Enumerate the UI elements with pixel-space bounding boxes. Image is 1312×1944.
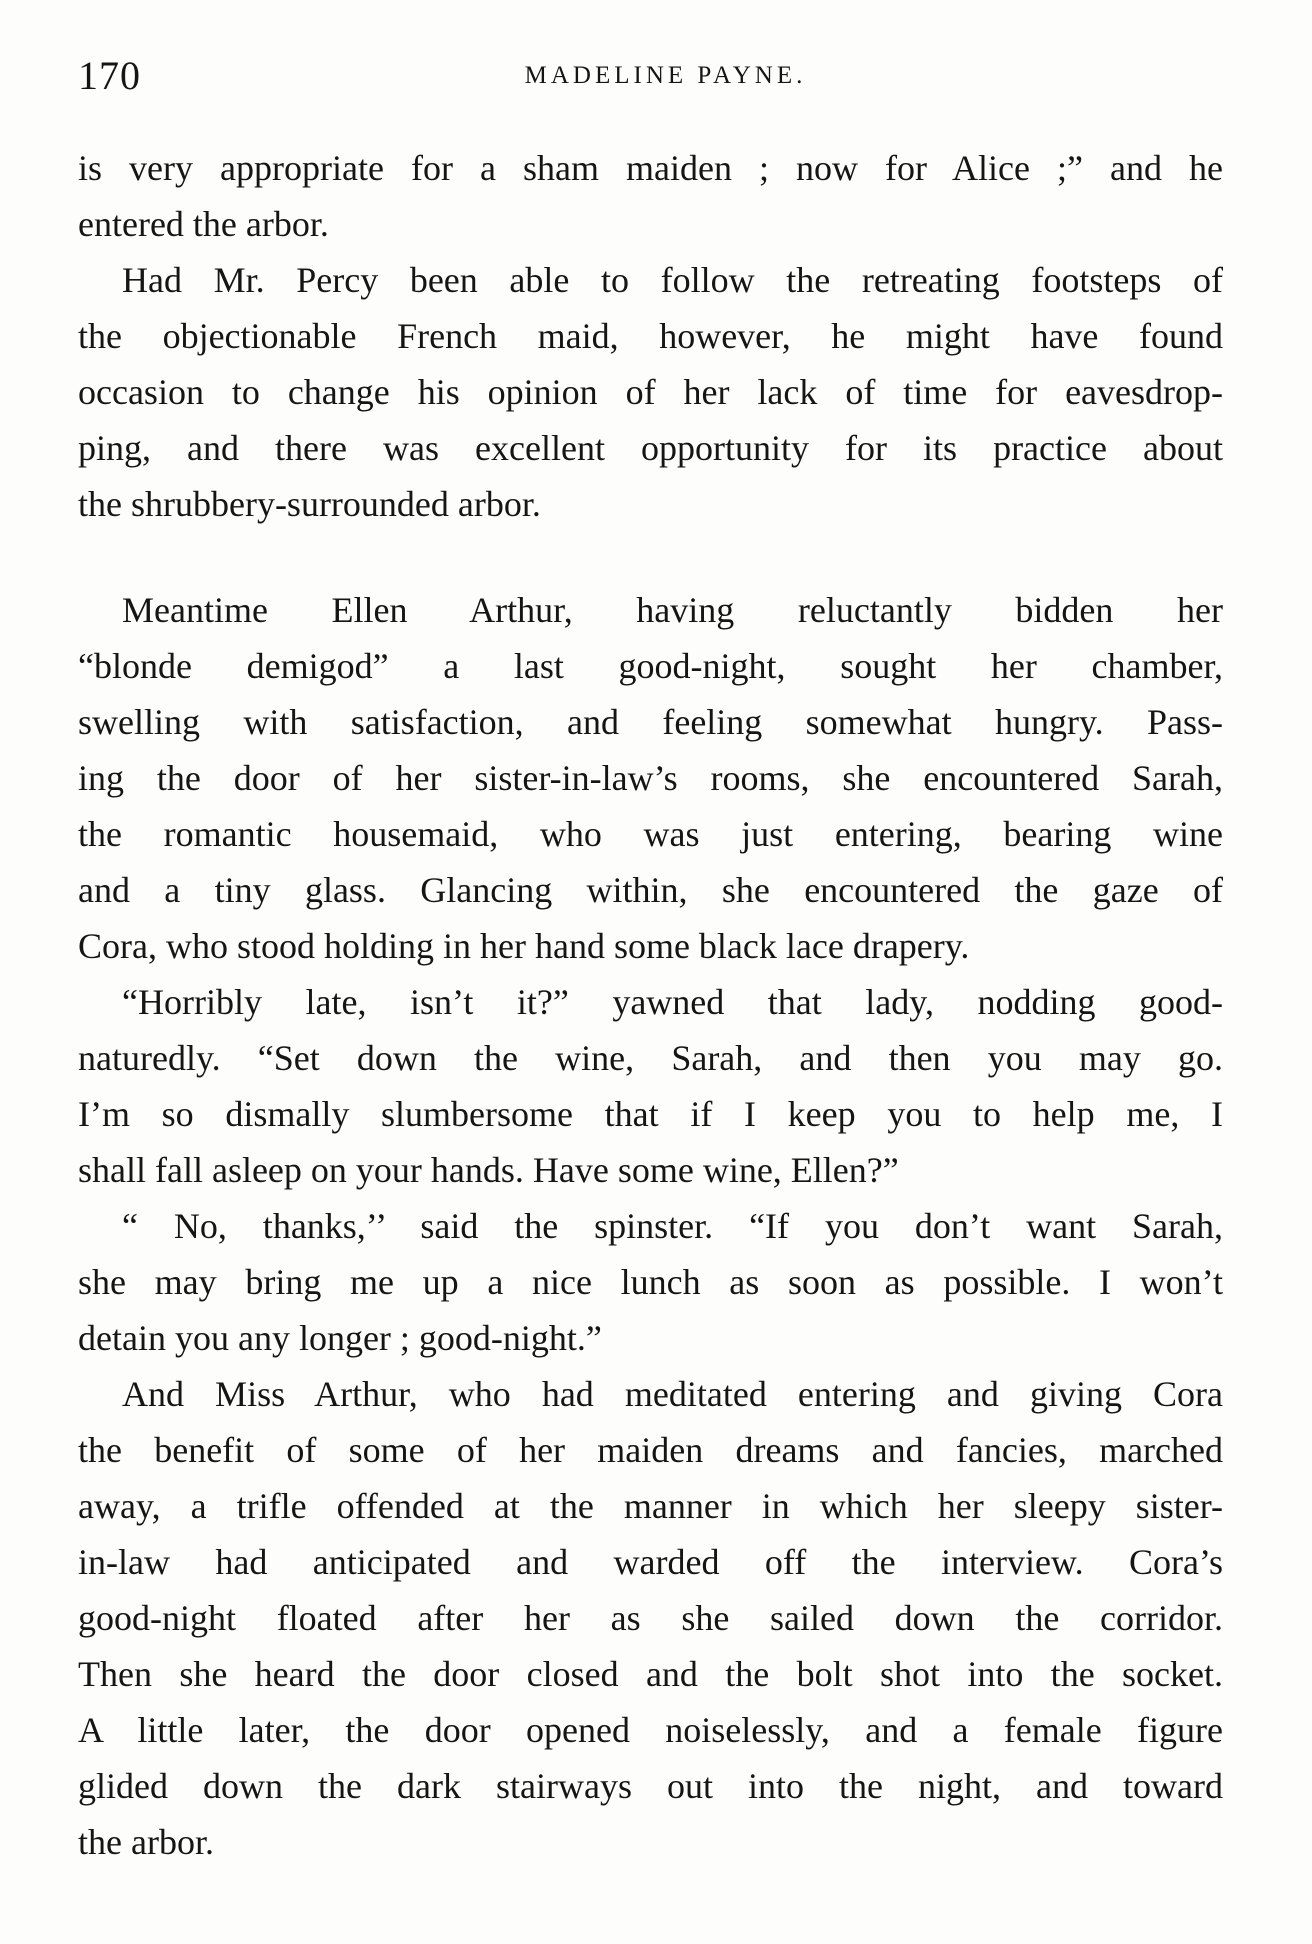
text-line: And Miss Arthur, who had meditated entering and giving Cora bbox=[122, 1374, 1223, 1414]
text-line: naturedly. “Set down the wine, Sarah, and then you may go. bbox=[78, 1038, 1223, 1078]
page-number: 170 bbox=[78, 53, 141, 98]
text-line: the objectionable French maid, however, he might have found bbox=[78, 316, 1223, 356]
text-line: away, a trifle offended at the manner in which her sleepy sister- bbox=[78, 1486, 1223, 1526]
text-line: is very appropriate for a sham maiden ; now for Alice ;” and he bbox=[78, 148, 1223, 188]
paragraph-3 bbox=[78, 582, 1223, 974]
text-line: Meantime Ellen Arthur, having reluctantly bidden her bbox=[122, 590, 1223, 630]
text-line: ping, and there was excellent opportunity for its practice about bbox=[78, 428, 1223, 468]
paragraph-2 bbox=[78, 252, 1223, 532]
text-line: “blonde demigod” a last good-night, sought her chamber, bbox=[78, 646, 1223, 686]
paragraph-5 bbox=[78, 1198, 1223, 1366]
text-line: swelling with satisfaction, and feeling somewhat hungry. Pass- bbox=[78, 702, 1223, 742]
running-title: MADELINE PAYNE. bbox=[524, 62, 807, 89]
paragraph-1 bbox=[78, 140, 1223, 252]
text-line: the romantic housemaid, who was just entering, bearing wine bbox=[78, 814, 1223, 854]
text-line: detain you any longer ; good-night.” bbox=[78, 1318, 602, 1358]
paragraph-4 bbox=[78, 974, 1223, 1198]
text-line: ing the door of her sister-in-law’s rooms, she encountered Sarah, bbox=[78, 758, 1223, 798]
text-line: good-night floated after her as she sailed down the corridor. bbox=[78, 1598, 1223, 1638]
text-line: in-law had anticipated and warded off the interview. Cora’s bbox=[78, 1542, 1223, 1582]
text-line: the shrubbery-surrounded arbor. bbox=[78, 484, 541, 524]
text-line: the benefit of some of her maiden dreams and fancies, marched bbox=[78, 1430, 1223, 1470]
text-line: Cora, who stood holding in her hand some black lace drapery. bbox=[78, 926, 970, 966]
text-line: “ No, thanks,’’ said the spinster. “If you don’t want Sarah, bbox=[122, 1206, 1223, 1246]
text-line: shall fall asleep on your hands. Have some wine, Ellen?” bbox=[78, 1150, 899, 1190]
text-line: and a tiny glass. Glancing within, she encountered the gaze of bbox=[78, 870, 1223, 910]
text-line: she may bring me up a nice lunch as soon as possible. I won’t bbox=[78, 1262, 1223, 1302]
text-line: “Horribly late, isn’t it?” yawned that lady, nodding good- bbox=[122, 982, 1223, 1022]
text-line: occasion to change his opinion of her lack of time for eavesdrop- bbox=[78, 372, 1223, 412]
text-line: glided down the dark stairways out into the night, and toward bbox=[78, 1766, 1223, 1806]
text-line: the arbor. bbox=[78, 1822, 214, 1862]
text-line: I’m so dismally slumbersome that if I keep you to help me, I bbox=[78, 1094, 1223, 1134]
text-line: Then she heard the door closed and the bolt shot into the socket. bbox=[78, 1654, 1223, 1694]
text-line: A little later, the door opened noiselessly, and a female figure bbox=[78, 1710, 1223, 1750]
paragraph-6 bbox=[78, 1366, 1223, 1870]
body-text bbox=[78, 140, 1223, 1870]
section-break bbox=[78, 532, 1223, 582]
text-line: Had Mr. Percy been able to follow the retreating footsteps of bbox=[122, 260, 1223, 300]
text-line: entered the arbor. bbox=[78, 204, 329, 244]
page-header bbox=[78, 46, 1223, 106]
